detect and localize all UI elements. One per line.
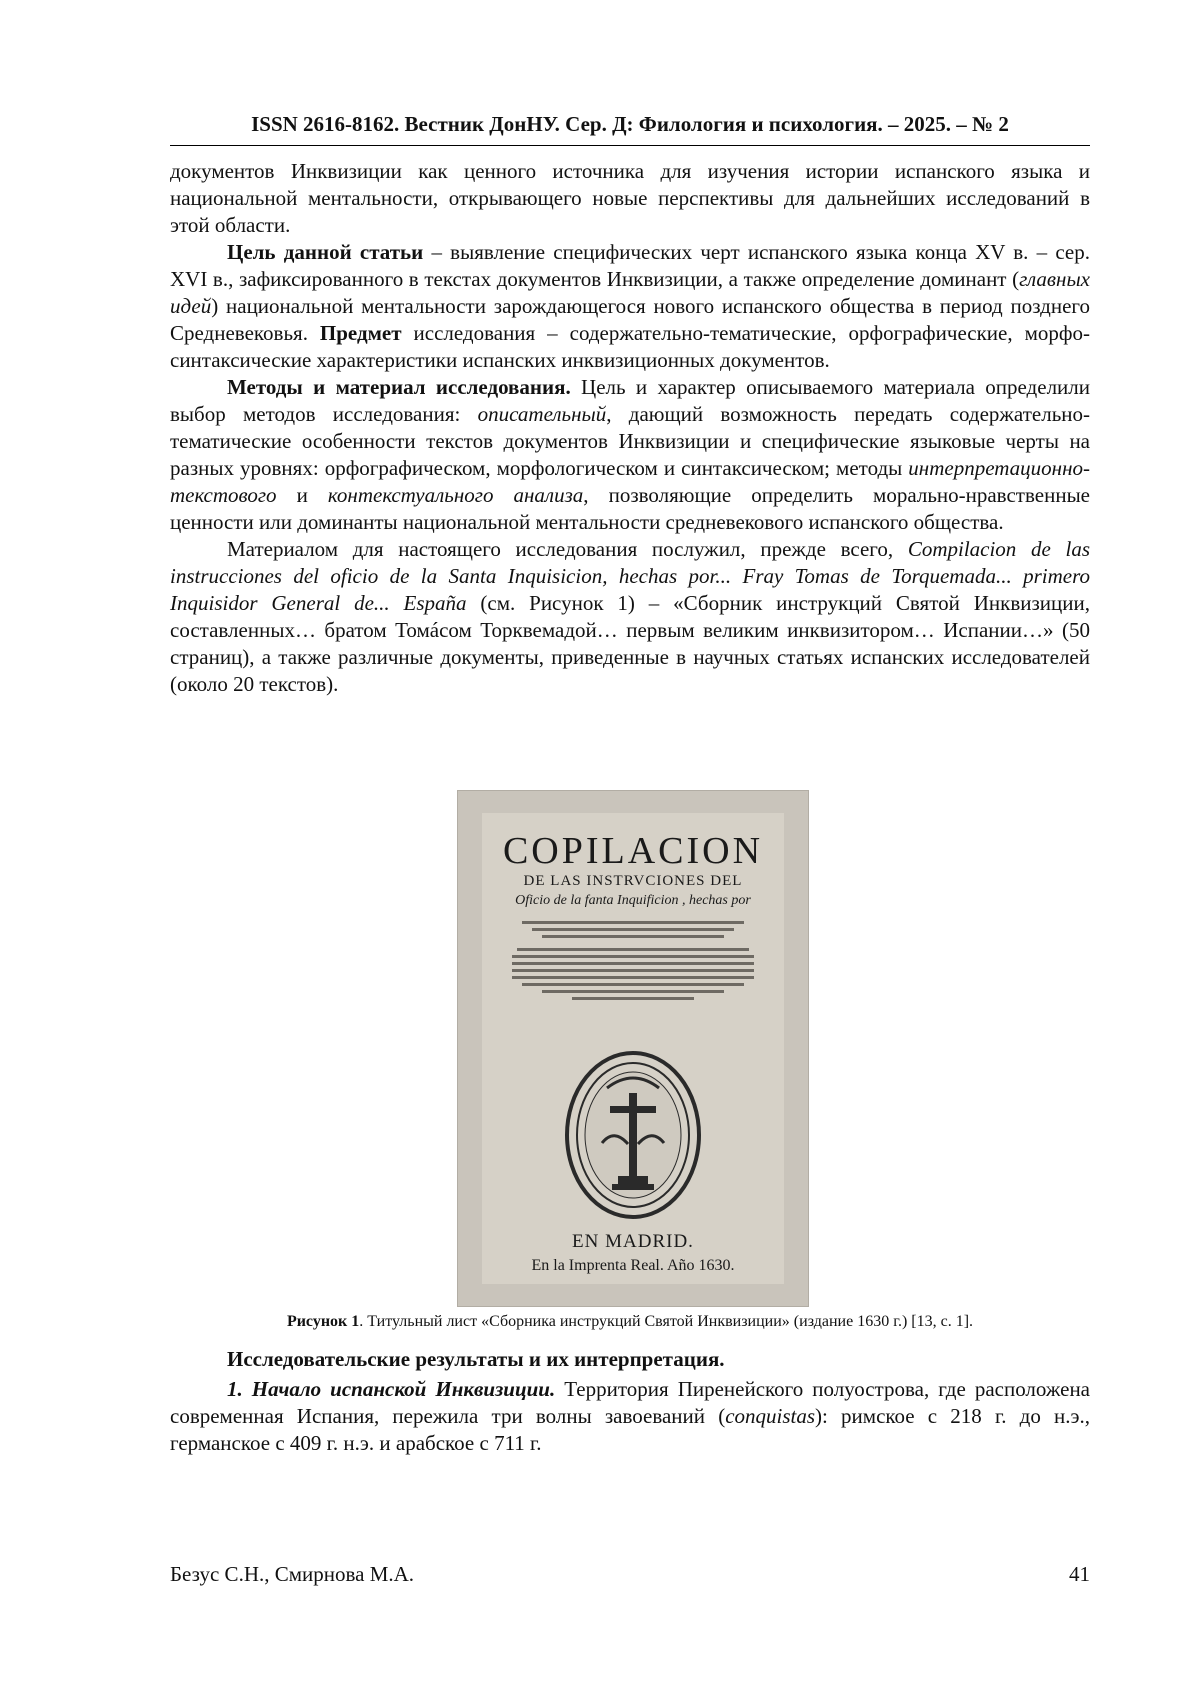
methods-italic-2: интерпретационно-текстового (170, 456, 1090, 507)
material-text-b: (см. Рисунок 1) – «Сборник инструкций Святой Инквизиции, составленных… братом Томáсом Торквемадой… первым великим инквизитором… Испании…» (50 страниц), а также различные документы, приведенные в научных статьях испанских исследователей (около 20 текстов). (170, 591, 1090, 696)
figure-title-page (457, 790, 809, 1307)
paragraph-goal (170, 239, 1090, 374)
paragraph-material (170, 536, 1090, 698)
running-header: ISSN 2616-8162. Вестник ДонНУ. Сер. Д: Филология и психология. – 2025. – № 2 (251, 112, 1009, 136)
methods-text-c: и (276, 483, 328, 507)
goal-text-b: ) национальной ментальности зарождающегося нового испанского общества в период позднего Средневековья. (170, 294, 1090, 345)
methods-text-a: Цель и характер описываемого материала определили выбор методов исследования: (170, 375, 1091, 426)
header-rule (170, 145, 1090, 146)
title-page-heading: COPILACION (502, 830, 764, 872)
caption-label: Рисунок 1 (286, 1313, 360, 1330)
page-number: 41 (1069, 1562, 1090, 1586)
paragraph-methods (170, 374, 1090, 536)
subsection-title: 1. Начало испанской Инквизиции. (227, 1377, 556, 1401)
section-text-a: Территория Пиренейского полуострова, где расположена современная Испания, пережила три волны завоеваний ( (170, 1377, 1090, 1428)
subject-term: Предмет (319, 321, 402, 345)
caption-text: . Титульный лист «Сборника инструкций Святой Инквизиции» (издание 1630 г.) [13, с. 1]. (359, 1313, 974, 1330)
title-page-scan (482, 813, 784, 1284)
section-paragraph (170, 1376, 1090, 1457)
title-page-place: EN MADRID. (572, 1231, 694, 1252)
section-italic: conquistas (725, 1404, 816, 1428)
material-italic: Compilacion de las instrucciones del oficio de la Santa Inquisicion, hechas por... Fray Tomas de Torquemada... primero Inquisidor General de... España (170, 537, 1090, 615)
figure-caption (170, 1313, 1090, 1331)
methods-italic-3: контекстуального анализа (327, 483, 584, 507)
methods-italic-1: описательный (477, 402, 607, 426)
title-page-line: Oficio de la fanta Inquificion , hechas por (515, 893, 751, 908)
goal-text-a: – выявление специфических черт испанского языка конца XV в. – сер. XVI в., зафиксированного в текстах документов Инквизиции, а также определение доминант ( (170, 240, 1090, 291)
methods-term: Методы и материал исследования. (227, 375, 571, 399)
material-text-a: Материалом для настоящего исследования послужил, прежде всего, (227, 537, 908, 561)
title-page-small-text (512, 917, 754, 1004)
goal-text-c: исследования – содержательно-тематические, орфографические, морфо-синтаксические характеристики испанских инквизиционных документов. (170, 321, 1090, 372)
title-page-subheading: DE LAS INSTRVCIONES DEL (523, 873, 743, 889)
paragraph-1: документов Инквизиции как ценного источника для изучения истории испанского языка и национальной ментальности, открывающего новые перспективы для дальнейших исследований в этой области. (170, 159, 1090, 237)
section-text-b: ): римское с 218 г. до н.э., германское с 409 г. н.э. и арабское с 711 г. (170, 1404, 1090, 1455)
methods-text-b: , дающий возможность передать содержательно-тематические особенности текстов документов Инквизиции и специфические языковые черты на разных уровнях: орфографическом, морфологическом и синтаксическом; методы (170, 402, 1090, 480)
goal-term: Цель данной статьи (227, 240, 424, 264)
goal-italic: главных идей (170, 267, 1090, 318)
inquisition-seal-emblem (562, 1048, 704, 1223)
article-body (170, 158, 1090, 698)
methods-text-d: , позволяющие определить морально-нравственные ценности или доминанты национальной ментальности средневекового испанского общества. (170, 483, 1090, 534)
footer-authors: Безус С.Н., Смирнова М.А. (170, 1562, 415, 1586)
section-heading: Исследовательские результаты и их интерпретация. (227, 1347, 725, 1371)
section-body (170, 1376, 1090, 1457)
title-page-imprint: En la Imprenta Real. Año 1630. (531, 1257, 735, 1274)
